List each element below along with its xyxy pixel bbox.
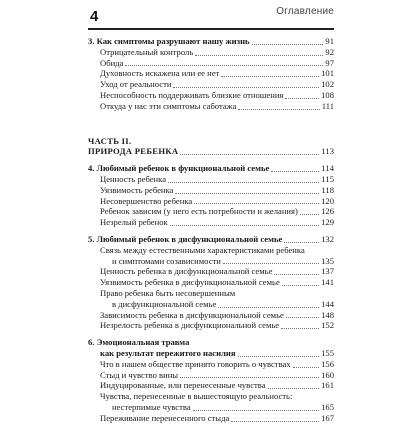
header-rule [88, 28, 334, 30]
toc-title: как результат пережитого насилия [100, 347, 236, 358]
toc-entry-page: 102 [321, 79, 334, 90]
toc-entry-title: нестерпимые чувства [112, 401, 191, 412]
leader-dots [223, 263, 319, 264]
toc-entry-line1[interactable] [88, 288, 334, 299]
toc-entry-page: 108 [321, 89, 334, 100]
toc-page: 113 [321, 146, 334, 157]
leader-dots [195, 55, 323, 56]
toc-entry[interactable] [88, 310, 334, 321]
toc-entry-page: 152 [321, 320, 334, 331]
toc-entry-title: в дисфункциональной семье [112, 298, 217, 309]
toc-entry-page: 165 [321, 401, 334, 412]
leader-dots [170, 225, 319, 226]
toc-page: 155 [321, 347, 334, 358]
leader-dots [125, 65, 323, 66]
toc-entry-page: 137 [321, 266, 334, 277]
toc-entry-title: Духовность искажена или ее нет [100, 68, 220, 79]
leader-dots [271, 171, 319, 172]
toc-entry[interactable] [88, 359, 334, 370]
toc-section-6-line1[interactable] [88, 337, 334, 348]
leader-dots [282, 285, 319, 286]
toc-entry[interactable] [88, 185, 334, 196]
toc-entry-page: 160 [321, 369, 334, 380]
toc-entry-title: Индуцированные, или перенесенные чувства [100, 380, 266, 391]
toc-entry-page: 148 [321, 309, 334, 320]
toc-section-4[interactable] [88, 163, 334, 174]
toc-entry-title: Отрицательный контроль [100, 46, 194, 57]
leader-dots [180, 154, 319, 155]
part-title: ПРИРОДА РЕБЕНКА [88, 146, 179, 157]
leader-dots [175, 193, 319, 194]
toc-title: 3. Как симптомы разрушают нашу жизнь [88, 36, 250, 46]
toc-entry-title: Откуда у нас эти симптомы саботажа [100, 100, 237, 111]
toc-entry-title: Ценность ребенка в дисфункциональной семье [100, 266, 273, 277]
toc-entry-title: Незрелый ребенок [100, 217, 168, 228]
toc-entry-title: Незрелость ребенка в дисфункциональной семье [100, 320, 280, 331]
toc-entry-page: 111 [321, 100, 334, 111]
toc-entry-title: Ребенок зависим (у него есть потребности и желания) [100, 206, 298, 217]
leader-dots [231, 421, 319, 422]
toc-entry[interactable] [88, 370, 334, 381]
toc-entry-title: Стыд и чувство вины [100, 369, 179, 380]
toc-entry-title: Ценность ребенка [100, 173, 167, 184]
leader-dots [252, 44, 324, 45]
toc-section-5[interactable] [88, 234, 334, 245]
toc-entry-title: Уход от реальности [100, 79, 172, 90]
leader-dots [274, 274, 319, 275]
toc-entry-title: Обида [100, 57, 124, 68]
leader-dots [221, 76, 319, 77]
toc-entry[interactable] [88, 79, 334, 90]
toc-entry-title: Связь между естественными характеристиками ребенка [100, 244, 305, 255]
toc-entry-page: 101 [321, 68, 334, 79]
leader-dots [293, 367, 319, 368]
toc-entry[interactable] [88, 299, 334, 310]
toc-entry-page: 144 [321, 298, 334, 309]
toc-part-2[interactable] [88, 146, 334, 157]
leader-dots [173, 87, 319, 88]
toc-page: 114 [321, 163, 334, 174]
toc-entry[interactable] [88, 217, 334, 228]
toc-entry[interactable] [88, 47, 334, 58]
toc-entry-page: 118 [321, 184, 334, 195]
page-number: 4 [90, 8, 99, 25]
toc-page: 132 [321, 233, 334, 244]
part-label: ЧАСТЬ II. [88, 135, 132, 146]
toc-entry[interactable] [88, 90, 334, 101]
toc-entry-page: 92 [325, 46, 334, 57]
toc-entry[interactable] [88, 266, 334, 277]
toc-entry-page: 126 [321, 206, 334, 217]
toc-section-3[interactable] [88, 36, 334, 47]
leader-dots [168, 182, 319, 183]
leader-dots [300, 214, 319, 215]
toc-entry-title: Уязвимость ребенка [100, 184, 174, 195]
toc-page: 91 [325, 36, 334, 46]
toc-entry-title: Чувства, перенесенные в вышестоящую реальность: [100, 391, 293, 402]
running-head: Оглавление [276, 6, 334, 17]
leader-dots [268, 388, 320, 389]
toc-entry-page: 141 [321, 277, 334, 288]
toc-entry-line1[interactable] [88, 391, 334, 402]
toc-entry[interactable] [88, 206, 334, 217]
toc-entry[interactable] [88, 68, 334, 79]
leader-dots [238, 109, 319, 110]
toc-entry-page: 161 [321, 380, 334, 391]
leader-dots [180, 377, 319, 378]
toc-entry-page: 167 [321, 412, 334, 423]
toc-entry-line1[interactable] [88, 245, 334, 256]
toc-entry-title: Что в нашем обществе принято говорить о чувствах [100, 358, 291, 369]
toc-entry[interactable] [88, 58, 334, 69]
leader-dots [281, 328, 319, 329]
toc-entry-title: Переживание перенесенного стыда [100, 412, 230, 423]
toc-title: 4. Любимый ребенок в функциональной семье [88, 163, 270, 174]
leader-dots [193, 410, 319, 411]
toc-entry-page: 120 [321, 195, 334, 206]
spacer [88, 112, 334, 136]
toc-entry-title: Уязвимость ребенка в дисфункциональной семье [100, 277, 280, 288]
toc-entry-title: и симптомами созависимости [112, 255, 221, 266]
toc-entry[interactable] [88, 196, 334, 207]
leader-dots [218, 307, 319, 308]
toc-entry-title: Право ребенка быть несовершенным [100, 287, 236, 298]
toc-title: 5. Любимый ребенок в дисфункциональной семье [88, 233, 283, 244]
toc-entry-page: 135 [321, 255, 334, 266]
table-of-contents [88, 36, 334, 424]
leader-dots [286, 317, 319, 318]
toc-entry-title: Зависимость ребенка в дисфункциональной семье [100, 309, 284, 320]
toc-section-6[interactable] [88, 348, 334, 359]
toc-entry[interactable] [88, 320, 334, 331]
toc-entry[interactable] [88, 413, 334, 424]
toc-entry[interactable] [88, 277, 334, 288]
toc-entry[interactable] [88, 402, 334, 413]
toc-entry-page: 156 [321, 358, 334, 369]
toc-entry[interactable] [88, 380, 334, 391]
leader-dots [285, 98, 319, 99]
toc-entry[interactable] [88, 256, 334, 267]
toc-entry-page: 129 [321, 217, 334, 228]
toc-entry[interactable] [88, 174, 334, 185]
toc-entry[interactable] [88, 101, 334, 112]
toc-entry-page: 115 [321, 173, 334, 184]
leader-dots [194, 203, 319, 204]
toc-entry-title: Неспособность поддерживать близкие отношения [100, 89, 284, 100]
toc-entry-title: Несовершенство ребенка [100, 195, 193, 206]
toc-title: 6. Эмоциональная травма [88, 337, 190, 348]
toc-entry-page: 97 [325, 57, 334, 68]
leader-dots [284, 242, 319, 243]
leader-dots [238, 356, 320, 357]
